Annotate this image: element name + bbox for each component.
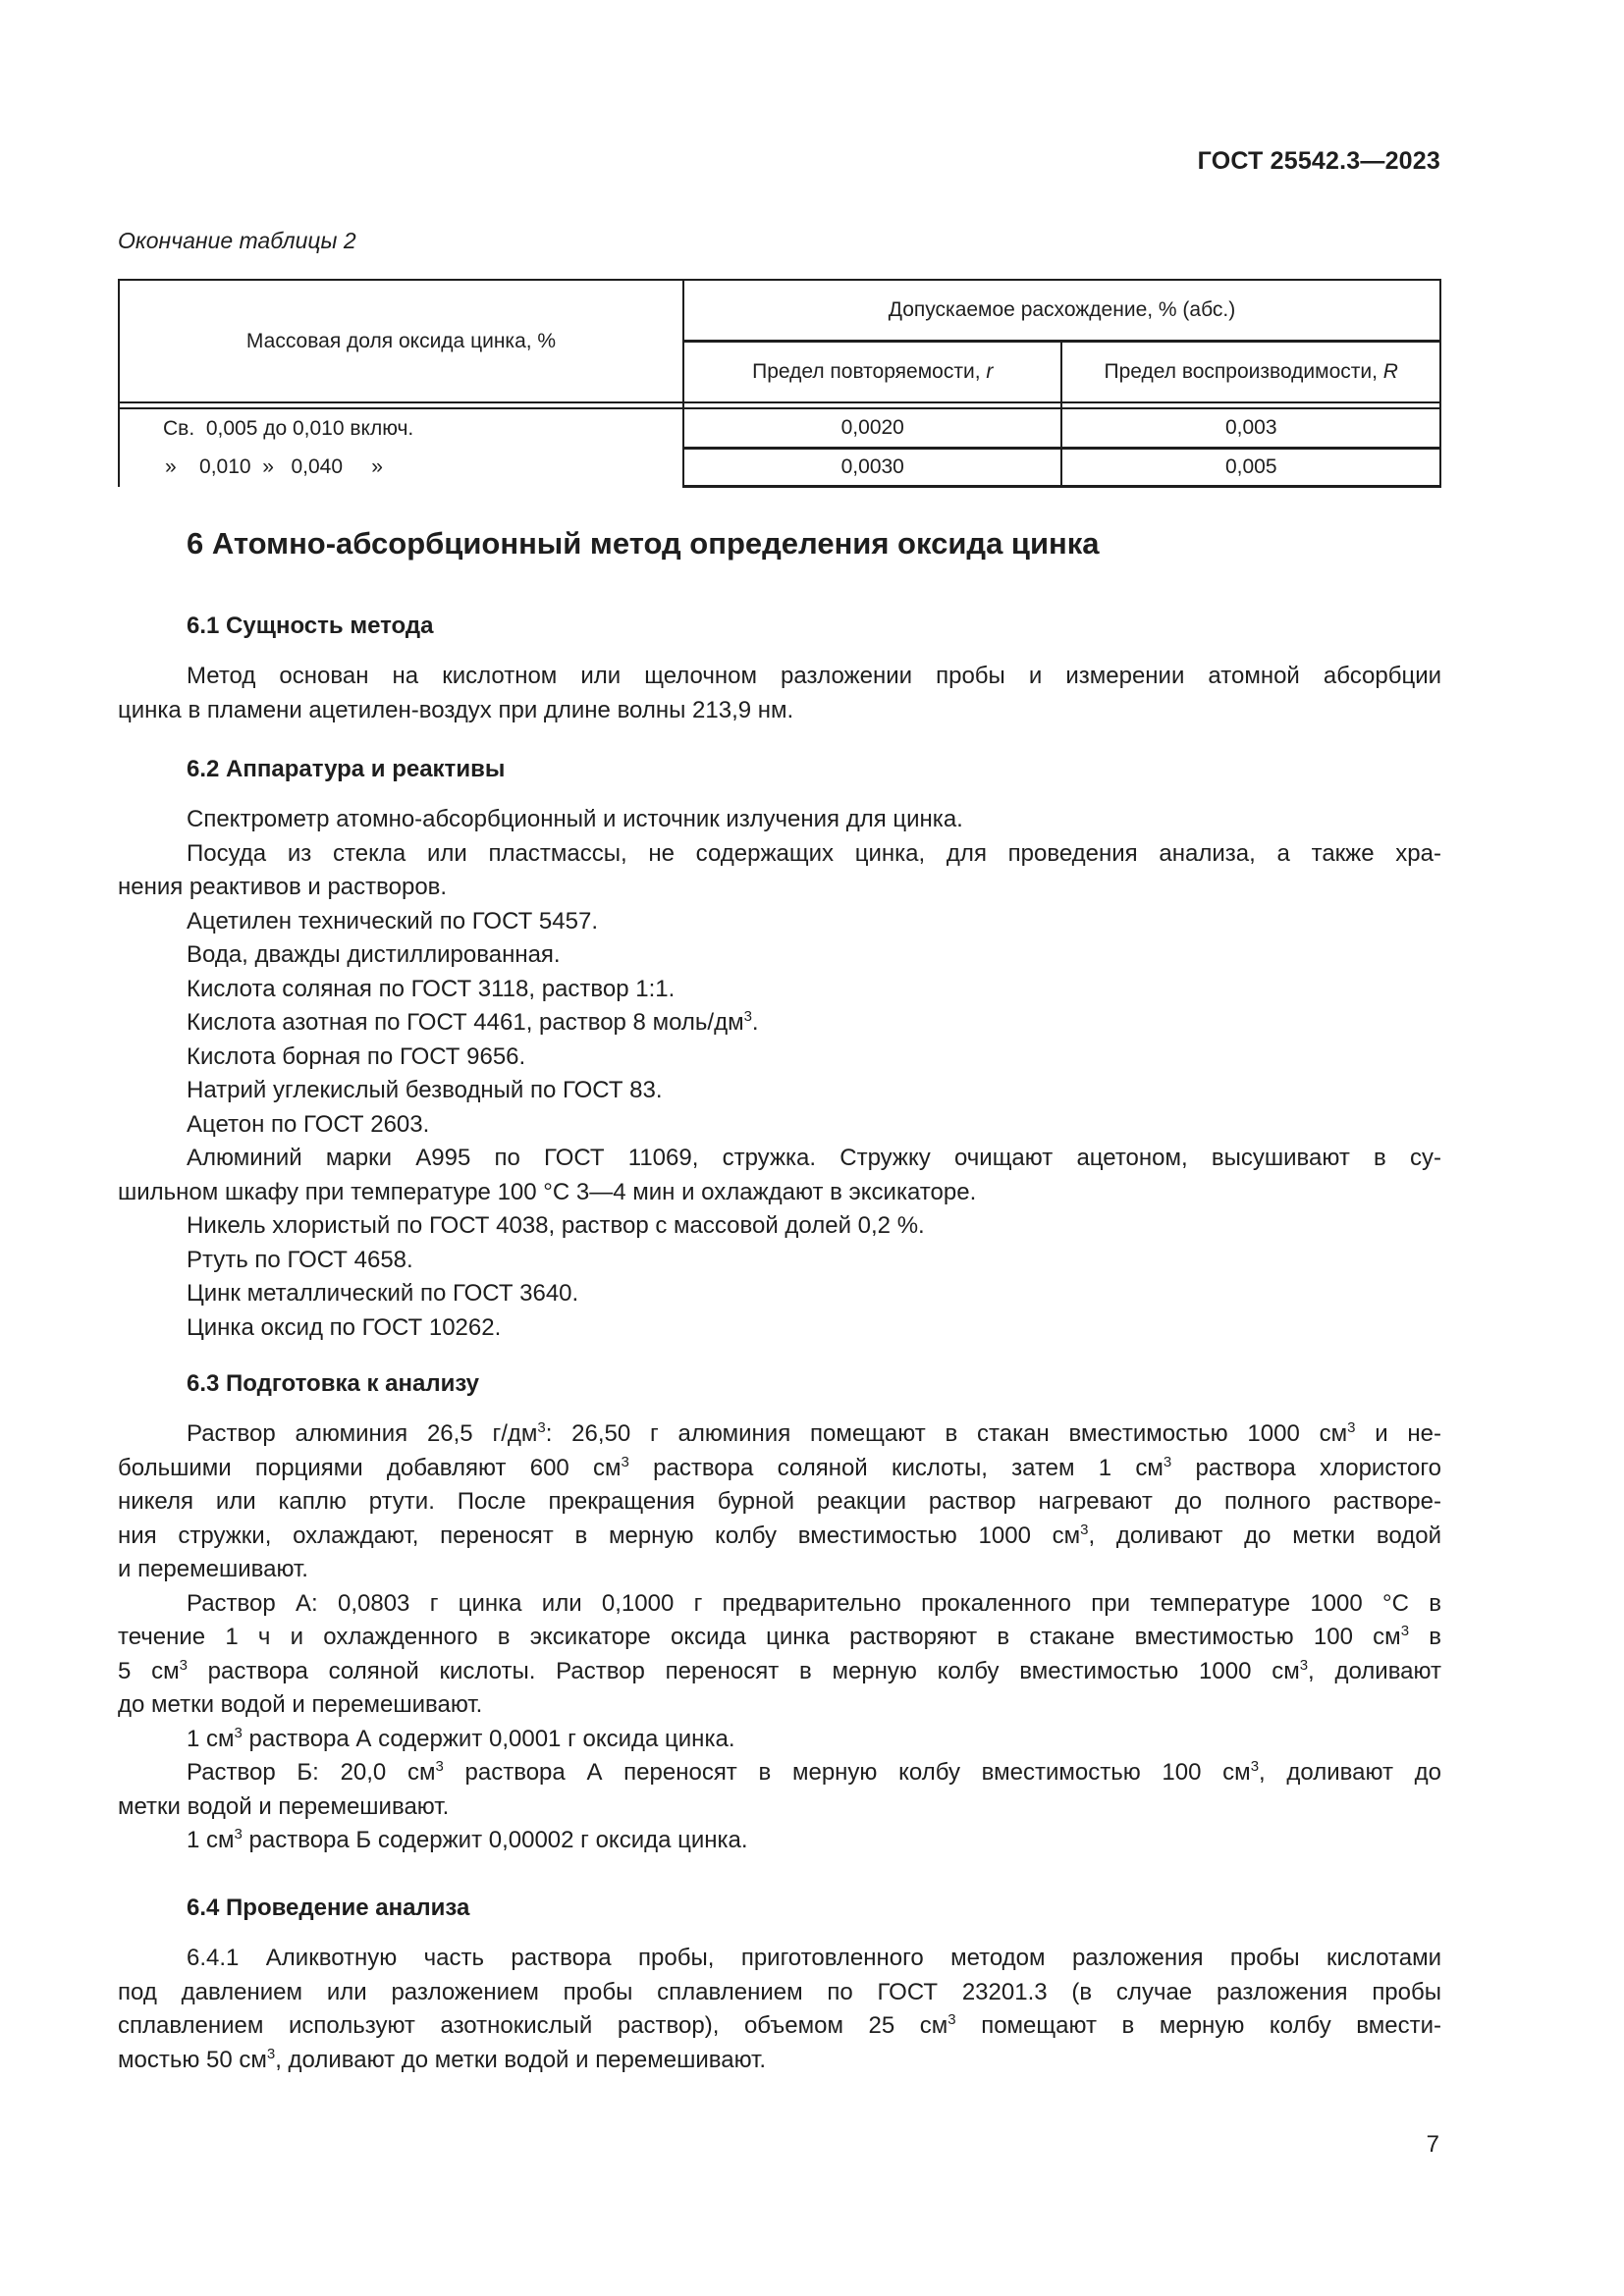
R-cell: 0,003 <box>1061 408 1440 449</box>
list-item: Кислота азотная по ГОСТ 4461, раствор 8 моль/$дм^3$. <box>187 1008 759 1036</box>
col-header-repeatability: Предел повторяемости, r <box>683 342 1061 403</box>
table-row <box>119 408 1440 449</box>
r-cell: 0,0030 <box>683 449 1061 487</box>
section-6-3-text: Раствор алюминия 26,5 $г/дм^3$: 26,50 г алюминия помещают в стакан вместимостью 1000 $см^3$ и не- большими порциями добавляют 600 $см^3$ раствора соляной кислоты, затем 1 $см^3$ раствора хлористого никеля или каплю ртути. После прекращения бурной реакции раствор нагревают до полного растворе- ния стружки, охлаждают, переносят в мерную колбу вместимостью 1000 $см^3$, доливают до метки водой и перемешивают. Раствор А: 0,0803 г цинка или 0,1000 г предварительно прокаленного при температуре 1000 °С в течение 1 ч и охлажденного в эксикаторе оксида цинка растворяют в стакане вместимостью 100 $см^3$ в 5 $см^3$ раствора соляной кислоты. Раствор переносят в мерную колбу вместимостью 1000 $см^3$, доливают до метки водой и перемешивают. 1 $см^3$ раствора А содержит 0,0001 г оксида цинка. Раствор Б: 20,0 $см^3$ раствора А переносят в мерную колбу вместимостью 100 $см^3$, доливают до метки водой и перемешивают. 1 $см^3$ раствора Б содержит 0,00002 г оксида цинка. <box>118 1417 1441 1858</box>
document-id: ГОСТ 25542.3—2023 <box>1197 147 1440 175</box>
list-item: Никель хлористый по ГОСТ 4038, раствор с массовой долей 0,2 %. <box>187 1212 925 1239</box>
list-item: Спектрометр атомно-абсорбционный и источник излучения для цинка. <box>187 806 963 832</box>
section-6-1-text: Метод основан на кислотном или щелочном разложении пробы и измерении атомной абсорбции цинка в пламени ацетилен-воздух при длине волны 213,9 нм. <box>118 663 1441 723</box>
section-6-4-title: 6.4 Проведение анализа <box>187 1895 470 1921</box>
r-cell: 0,0020 <box>683 408 1061 449</box>
list-item: Цинка оксид по ГОСТ 10262. <box>187 1313 502 1341</box>
section-6-2-title: 6.2 Аппаратура и реактивы <box>187 756 506 782</box>
range-cell: Св. 0,005 до 0,010 включ. <box>119 408 683 449</box>
section-6-1-title: 6.1 Сущность метода <box>187 613 434 639</box>
solution-a-concentration: 1 $см^3$ раствора А содержит 0,0001 г оксида цинка. <box>187 1724 735 1752</box>
col-header-tolerance: Допускаемое расхождение, % (абс.) <box>683 280 1440 342</box>
list-item: Вода, дважды дистиллированная. <box>187 941 561 968</box>
range-cell: » 0,010 » 0,040 » <box>119 449 683 487</box>
page-number: 7 <box>1426 2131 1439 2158</box>
solution-b-line: Раствор Б: 20,0 $см^3$ раствора А переносят в мерную колбу вместимостью 100 $см^3$, доливают до <box>187 1758 1441 1786</box>
aluminium-solution-line: Раствор алюминия 26,5 $г/дм^3$: 26,50 г алюминия помещают в стакан вместимостью 1000 $см^3$ и не- <box>187 1419 1442 1447</box>
section-6-title: 6 Атомно-абсорбционный метод определения оксида цинка <box>187 526 1100 561</box>
R-cell: 0,005 <box>1061 449 1440 487</box>
list-item: Ртуть по ГОСТ 4658. <box>187 1246 413 1273</box>
list-item: шильном шкафу при температуре 100 °С 3—4 мин и охлаждают в эксикаторе. <box>118 1178 977 1205</box>
list-item: Ацетон по ГОСТ 2603. <box>187 1110 430 1138</box>
section-6-4-1-text: 6.4.1 Аликвотную часть раствора пробы, приготовленного методом разложения пробы кислотами под давлением или разложением пробы сплавлением по ГОСТ 23201.3 (в случае разложения пробы сплавлением используют азотнокислый раствор), объемом 25 $см^3$ помещают в мерную колбу вмести- мостью 50 $см^3$, доливают до метки водой и перемешивают. <box>118 1945 1441 2073</box>
col-header-reproducibility: Предел воспроизводимости, R <box>1061 342 1440 403</box>
list-item: Посуда из стекла или пластмассы, не содержащих цинка, для проведения анализа, а также хра- <box>187 839 1441 867</box>
table-row <box>119 449 1440 487</box>
list-item: Кислота соляная по ГОСТ 3118, раствор 1:1. <box>187 975 676 1002</box>
list-item: Кислота борная по ГОСТ 9656. <box>187 1042 526 1070</box>
solution-a-line: Раствор А: 0,0803 г цинка или 0,1000 г предварительно прокаленного при температуре 1000 °С в <box>187 1589 1441 1617</box>
list-item: Алюминий марки А995 по ГОСТ 11069, стружка. Стружку очищают ацетоном, высушивают в су- <box>187 1145 1441 1171</box>
section-6-2-list <box>118 803 1441 1345</box>
list-item: Ацетилен технический по ГОСТ 5457. <box>187 907 598 934</box>
solution-b-concentration: 1 $см^3$ раствора Б содержит 0,00002 г оксида цинка. <box>187 1826 748 1853</box>
col-header-mass-fraction: Массовая доля оксида цинка, % <box>119 280 683 402</box>
list-item: нения реактивов и растворов. <box>118 874 448 900</box>
table-caption: Окончание таблицы 2 <box>118 228 356 253</box>
list-item: Натрий углекислый безводный по ГОСТ 83. <box>187 1077 663 1103</box>
section-6-3-title: 6.3 Подготовка к анализу <box>187 1370 480 1397</box>
list-item: Цинк металлический по ГОСТ 3640. <box>187 1280 579 1307</box>
table-2 <box>118 279 1441 488</box>
